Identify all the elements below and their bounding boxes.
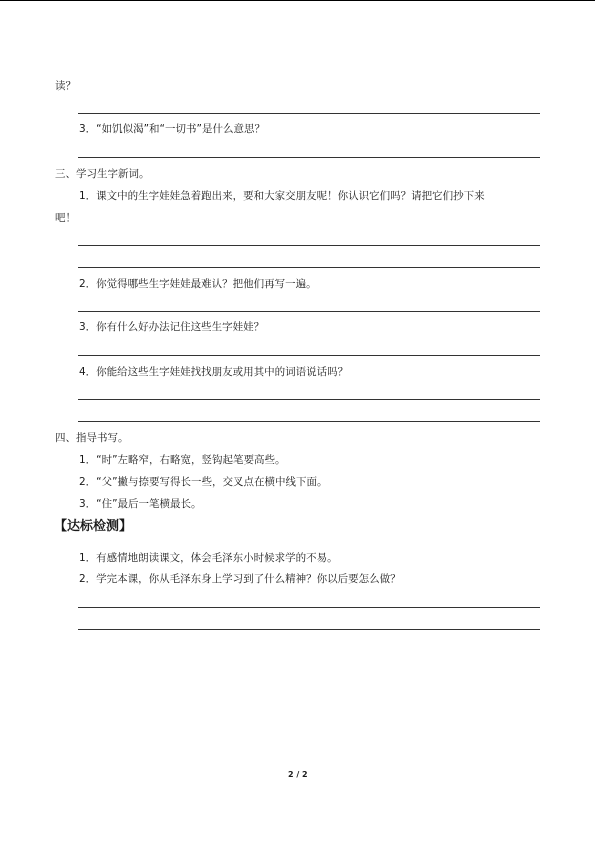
answer-line [78,355,540,356]
answer-line [78,421,540,422]
task-2: 2．你觉得哪些生字娃娃最难认？把他们再写一遍。 [79,278,317,290]
assessment-heading: 【达标检测】 [54,519,133,534]
text-continuation: 读？ [55,80,76,92]
task-3: 3．你有什么好办法记住这些生字娃娃？ [79,321,265,333]
writing-tip-3: 3．“住”最后一笔横最长。 [79,498,202,510]
task-1: 1．课文中的生字娃娃急着跑出来，要和大家交朋友呢！你认识它们吗？请把它们抄下来 [79,190,485,202]
writing-tip-1: 1．“时”左略窄，右略宽，竖钩起笔要高些。 [79,454,286,466]
section-4-title: 四、指导书写。 [55,432,129,444]
assessment-2: 2．学完本课，你从毛泽东身上学习到了什么精神？你以后要怎么做？ [79,573,401,585]
answer-line [78,113,540,114]
assessment-1: 1．有感情地朗读课文，体会毛泽东小时候求学的不易。 [79,552,338,564]
answer-line [78,629,540,630]
page-number: 2 / 2 [288,770,308,779]
writing-tip-2: 2．“父”撇与捺要写得长一些，交叉点在横中线下面。 [79,476,328,488]
answer-line [78,267,540,268]
answer-line [78,607,540,608]
task-4: 4．你能给这些生字娃娃找找朋友或用其中的词语说话吗？ [79,366,349,378]
section-3-title: 三、学习生字新词。 [55,168,150,180]
top-border [0,0,595,1]
answer-line [78,399,540,400]
answer-line [78,245,540,246]
task-1-continuation: 吧！ [55,212,76,224]
question-3: 3．“如饥似渴”和“一切书”是什么意思？ [79,123,265,135]
answer-line [78,311,540,312]
answer-line [78,157,540,158]
